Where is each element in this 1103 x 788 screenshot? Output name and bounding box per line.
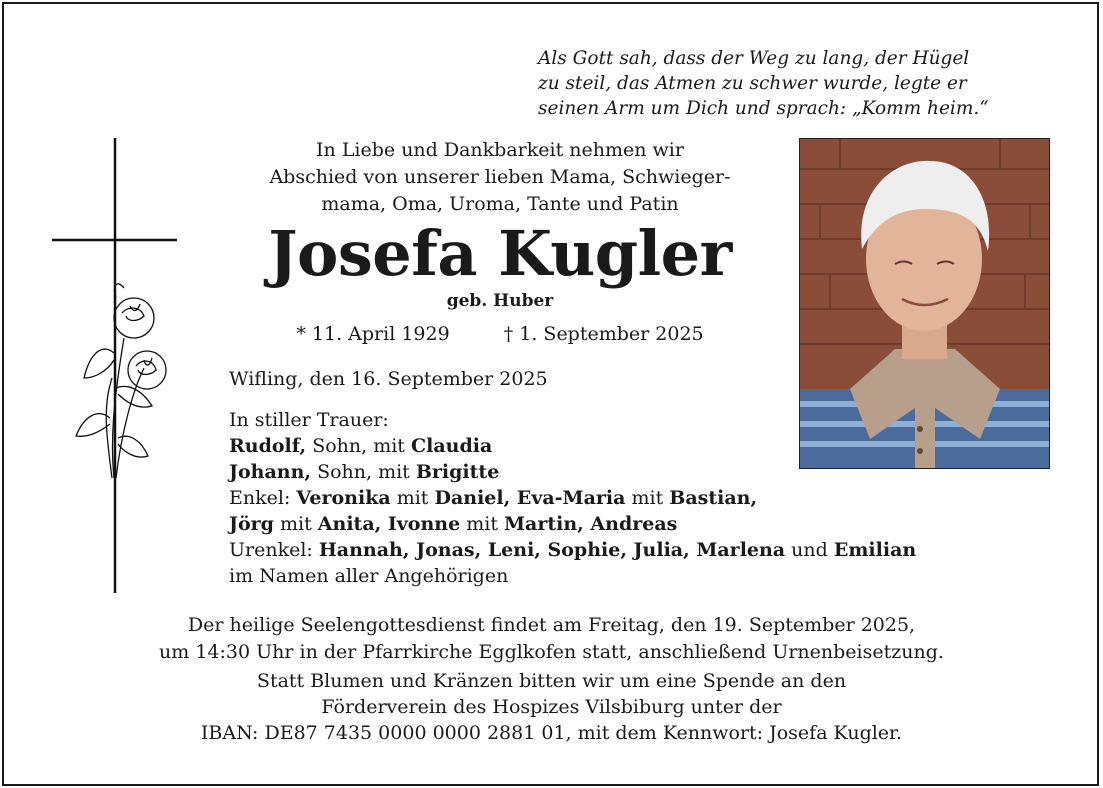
- mourner-line: [229, 485, 989, 511]
- mourner-line: [229, 433, 989, 459]
- mourner-relation: Sohn, mit: [306, 435, 411, 457]
- mourner-name: Martin, Andreas: [504, 513, 678, 535]
- mourner-name: Brigitte: [415, 461, 500, 483]
- donation-line: Statt Blumen und Kränzen bitten wir um eine Spende an den: [256, 670, 847, 692]
- mourner-line: [229, 563, 989, 589]
- mourner-relation: mit: [390, 487, 435, 509]
- mourner-relation: Sohn, mit: [311, 461, 416, 483]
- mourner-name: Johann,: [229, 461, 312, 483]
- mourners-heading: In stiller Trauer:: [229, 409, 389, 431]
- birth-date: * 11. April 1929: [296, 323, 450, 345]
- mourner-relation: mit: [460, 513, 505, 535]
- intro-text: In Liebe und Dankbarkeit nehmen wir Abschied von unserer lieben Mama, Schwieger- mama, Oma, Uroma, Tante und Patin: [269, 139, 731, 215]
- mourner-name: Veronika: [296, 487, 391, 509]
- mourner-relation: und: [785, 539, 834, 561]
- donation-line: Förderverein des Hospizes Vilsbiburg unter der: [321, 696, 782, 718]
- service-line: Der heilige Seelengottesdienst findet am Freitag, den 19. September 2025,: [187, 614, 916, 636]
- mourner-relation: mit: [273, 513, 318, 535]
- mourners-list: [229, 407, 989, 589]
- mourner-line: [229, 537, 989, 563]
- mourner-relation: mit: [625, 487, 670, 509]
- death-date: † 1. September 2025: [503, 323, 704, 345]
- maiden-name: geb. Huber: [446, 291, 554, 311]
- mourner-name: Bastian,: [669, 487, 758, 509]
- mourner-name: Hannah, Jonas, Leni, Sophie, Julia, Marlena: [318, 539, 786, 561]
- mourner-line: [229, 511, 989, 537]
- mourner-relation: Urenkel:: [229, 539, 319, 561]
- deceased-name: Josefa Kugler: [268, 217, 732, 290]
- donation-notice: [20, 668, 1083, 746]
- mourner-name: Emilian: [833, 539, 917, 561]
- mourner-line: [229, 459, 989, 485]
- mourner-name: Claudia: [410, 435, 493, 457]
- mourner-relation: Enkel:: [229, 487, 297, 509]
- service-line: um 14:30 Uhr in der Pfarrkirche Egglkofen statt, anschließend Urnenbeisetzung.: [159, 641, 944, 663]
- mourner-name: Anita, Ivonne: [317, 513, 461, 535]
- mourner-name: Rudolf,: [229, 435, 307, 457]
- life-dates: [210, 320, 790, 348]
- service-notice: [20, 612, 1083, 666]
- mourner-name: Daniel, Eva-Maria: [434, 487, 626, 509]
- mourner-relation: im Namen aller Angehörigen: [229, 565, 509, 587]
- place-and-date: Wifling, den 16. September 2025: [229, 368, 548, 390]
- motto-verse: Als Gott sah, dass der Weg zu lang, der Hügel zu steil, das Atmen zu schwer wurde, legte er seinen Arm um Dich und sprach: „Komm heim.“: [538, 48, 989, 119]
- donation-iban: IBAN: DE87 7435 0000 0000 2881 01, mit dem Kennwort: Josefa Kugler.: [200, 722, 903, 744]
- cross-with-roses-icon: [52, 138, 177, 593]
- mourner-name: Jörg: [229, 513, 274, 535]
